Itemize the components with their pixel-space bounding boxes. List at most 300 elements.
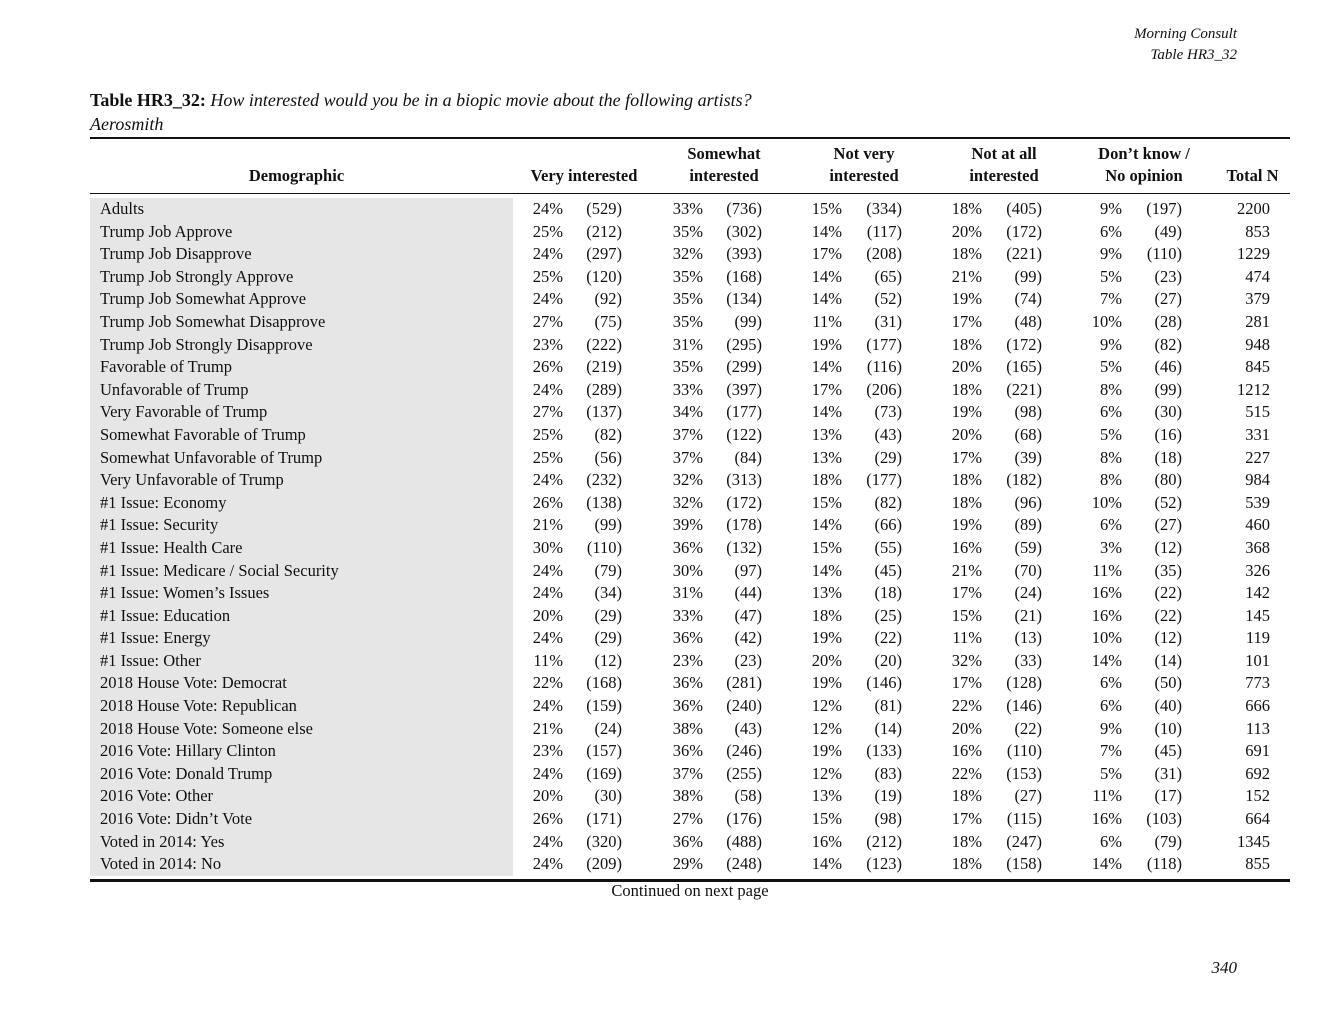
cell-percent: 15% <box>811 537 842 557</box>
cell-count: (171) <box>586 809 622 829</box>
table-row <box>90 763 1290 786</box>
cell-percent: 19% <box>811 628 842 648</box>
table-row <box>90 537 1290 560</box>
table-row <box>90 718 1290 741</box>
cell-percent: 8% <box>1100 379 1122 399</box>
table-row <box>90 740 1290 763</box>
cell-count: (22) <box>1014 718 1042 738</box>
cell-percent: 14% <box>1091 650 1122 670</box>
cell-percent: 24% <box>532 763 563 783</box>
cell-percent: 19% <box>951 515 982 535</box>
row-demographic: 2016 Vote: Hillary Clinton <box>100 741 276 761</box>
cell-percent: 20% <box>811 650 842 670</box>
org-name: Morning Consult <box>1134 26 1237 42</box>
cell-percent: 9% <box>1100 334 1122 354</box>
cell-count: (70) <box>1014 560 1042 580</box>
cell-count: (43) <box>734 718 762 738</box>
cell-percent: 14% <box>811 221 842 241</box>
table-subject: Aerosmith <box>90 114 164 134</box>
cell-count: (59) <box>1014 537 1042 557</box>
cell-count: (83) <box>874 763 902 783</box>
cell-percent: 20% <box>951 221 982 241</box>
cell-count: (98) <box>1014 402 1042 422</box>
cell-percent: 8% <box>1100 470 1122 490</box>
cell-percent: 19% <box>951 402 982 422</box>
cell-count: (74) <box>1014 289 1042 309</box>
cell-count: (120) <box>586 266 622 286</box>
cell-percent: 18% <box>951 470 982 490</box>
cell-percent: 20% <box>951 424 982 444</box>
cell-count: (31) <box>1154 763 1182 783</box>
cell-percent: 20% <box>532 605 563 625</box>
cell-percent: 13% <box>811 447 842 467</box>
row-demographic: 2016 Vote: Didn’t Vote <box>100 809 253 829</box>
table-row <box>90 356 1290 379</box>
cell-percent: 9% <box>1100 244 1122 264</box>
cell-count: (110) <box>1146 244 1182 264</box>
page-header <box>1134 24 1237 66</box>
cell-total-n: 664 <box>1245 809 1270 829</box>
cell-count: (22) <box>1154 583 1182 603</box>
cell-percent: 10% <box>1091 628 1122 648</box>
table-row <box>90 695 1290 718</box>
table-row <box>90 221 1290 244</box>
cell-count: (42) <box>734 628 762 648</box>
cell-total-n: 692 <box>1245 763 1270 783</box>
cell-total-n: 948 <box>1245 334 1270 354</box>
cell-percent: 38% <box>672 786 703 806</box>
cell-total-n: 460 <box>1245 515 1270 535</box>
cell-count: (206) <box>866 379 902 399</box>
cell-count: (232) <box>586 470 622 490</box>
cell-percent: 17% <box>951 673 982 693</box>
cell-count: (82) <box>594 424 622 444</box>
cell-count: (208) <box>866 244 902 264</box>
table-row <box>90 401 1290 424</box>
cell-percent: 19% <box>811 334 842 354</box>
cell-percent: 10% <box>1091 492 1122 512</box>
cell-percent: 6% <box>1100 696 1122 716</box>
cell-count: (45) <box>1154 741 1182 761</box>
cell-total-n: 1212 <box>1237 379 1270 399</box>
row-demographic: #1 Issue: Energy <box>100 628 211 648</box>
cell-percent: 27% <box>532 402 563 422</box>
cell-count: (81) <box>874 696 902 716</box>
cell-percent: 21% <box>951 266 982 286</box>
cell-count: (297) <box>586 244 622 264</box>
cell-count: (66) <box>874 515 902 535</box>
table-row <box>90 266 1290 289</box>
cell-percent: 3% <box>1100 537 1122 557</box>
cell-count: (96) <box>1014 492 1042 512</box>
cell-percent: 38% <box>672 718 703 738</box>
cell-percent: 14% <box>811 560 842 580</box>
cell-percent: 7% <box>1100 741 1122 761</box>
cell-percent: 14% <box>811 357 842 377</box>
cell-total-n: 101 <box>1245 650 1270 670</box>
cell-percent: 32% <box>672 492 703 512</box>
cell-count: (122) <box>726 424 762 444</box>
cell-count: (209) <box>586 854 622 874</box>
cell-count: (110) <box>586 537 622 557</box>
cell-percent: 25% <box>532 424 563 444</box>
cell-count: (99) <box>734 311 762 331</box>
cell-total-n: 142 <box>1245 583 1270 603</box>
cell-count: (299) <box>726 357 762 377</box>
cell-count: (212) <box>586 221 622 241</box>
cell-count: (197) <box>1146 199 1182 218</box>
cell-count: (50) <box>1154 673 1182 693</box>
table-label: Table HR3_32: <box>90 90 206 110</box>
cell-percent: 36% <box>672 696 703 716</box>
cell-percent: 7% <box>1100 289 1122 309</box>
cell-count: (12) <box>1154 628 1182 648</box>
cell-percent: 21% <box>532 515 563 535</box>
cell-percent: 37% <box>672 447 703 467</box>
cell-percent: 24% <box>532 854 563 874</box>
cell-percent: 15% <box>811 809 842 829</box>
cell-count: (320) <box>586 831 622 851</box>
cell-count: (14) <box>874 718 902 738</box>
cell-count: (158) <box>1006 854 1042 874</box>
cell-percent: 24% <box>532 199 563 218</box>
cell-percent: 27% <box>672 809 703 829</box>
cell-count: (31) <box>874 311 902 331</box>
table-row <box>90 469 1290 492</box>
cell-percent: 19% <box>951 289 982 309</box>
row-demographic: #1 Issue: Health Care <box>100 537 243 557</box>
cell-percent: 13% <box>811 583 842 603</box>
cell-count: (17) <box>1154 786 1182 806</box>
cell-percent: 36% <box>672 628 703 648</box>
cell-percent: 35% <box>672 266 703 286</box>
cell-percent: 31% <box>672 334 703 354</box>
cell-count: (65) <box>874 266 902 286</box>
cell-percent: 23% <box>672 650 703 670</box>
cell-count: (30) <box>1154 402 1182 422</box>
cell-percent: 35% <box>672 357 703 377</box>
cell-count: (169) <box>586 763 622 783</box>
cell-percent: 14% <box>811 289 842 309</box>
cell-count: (405) <box>1006 199 1042 218</box>
cell-count: (137) <box>586 402 622 422</box>
cell-count: (99) <box>1014 266 1042 286</box>
cell-percent: 29% <box>672 854 703 874</box>
cell-percent: 18% <box>951 831 982 851</box>
cell-count: (219) <box>586 357 622 377</box>
cell-count: (736) <box>726 199 762 218</box>
table-row <box>90 311 1290 334</box>
cell-count: (56) <box>594 447 622 467</box>
row-demographic: Voted in 2014: No <box>100 854 222 874</box>
cell-percent: 26% <box>532 492 563 512</box>
row-demographic: #1 Issue: Security <box>100 515 219 535</box>
cell-count: (240) <box>726 696 762 716</box>
cell-percent: 18% <box>951 786 982 806</box>
cell-percent: 32% <box>672 244 703 264</box>
cell-count: (255) <box>726 763 762 783</box>
cell-percent: 30% <box>532 537 563 557</box>
table-title <box>90 88 752 136</box>
cell-total-n: 152 <box>1245 786 1270 806</box>
cell-count: (132) <box>726 537 762 557</box>
table-row <box>90 288 1290 311</box>
cell-percent: 5% <box>1100 424 1122 444</box>
cell-count: (178) <box>726 515 762 535</box>
cell-count: (222) <box>586 334 622 354</box>
cell-total-n: 281 <box>1245 311 1270 331</box>
cell-count: (29) <box>874 447 902 467</box>
cell-percent: 20% <box>951 357 982 377</box>
cell-count: (44) <box>734 583 762 603</box>
cell-count: (177) <box>866 470 902 490</box>
cell-percent: 15% <box>811 492 842 512</box>
cell-percent: 37% <box>672 424 703 444</box>
table-row <box>90 560 1290 583</box>
table-row <box>90 853 1290 876</box>
cell-percent: 26% <box>532 357 563 377</box>
cell-percent: 14% <box>811 266 842 286</box>
cell-percent: 31% <box>672 583 703 603</box>
cell-percent: 6% <box>1100 515 1122 535</box>
row-demographic: Very Favorable of Trump <box>100 402 268 422</box>
cell-count: (28) <box>1154 311 1182 331</box>
cell-count: (24) <box>594 718 622 738</box>
row-demographic: #1 Issue: Other <box>100 650 201 670</box>
cell-count: (19) <box>874 786 902 806</box>
cell-count: (12) <box>1154 537 1182 557</box>
col-header-somewhat-interested: Somewhat interested <box>687 144 761 185</box>
cell-percent: 18% <box>951 379 982 399</box>
cell-count: (123) <box>866 854 902 874</box>
cell-percent: 21% <box>951 560 982 580</box>
cell-count: (177) <box>726 402 762 422</box>
cell-percent: 11% <box>533 650 563 670</box>
cell-percent: 17% <box>811 379 842 399</box>
cell-count: (157) <box>586 741 622 761</box>
cell-percent: 36% <box>672 673 703 693</box>
cell-percent: 18% <box>811 605 842 625</box>
cell-percent: 16% <box>1091 605 1122 625</box>
cell-count: (39) <box>1014 447 1042 467</box>
row-demographic: Somewhat Unfavorable of Trump <box>100 447 323 467</box>
cell-count: (40) <box>1154 696 1182 716</box>
table-row <box>90 447 1290 470</box>
cell-total-n: 1345 <box>1237 831 1270 851</box>
cell-count: (73) <box>874 402 902 422</box>
cell-count: (99) <box>594 515 622 535</box>
cell-total-n: 119 <box>1245 628 1270 648</box>
cell-percent: 27% <box>532 311 563 331</box>
cell-percent: 11% <box>952 628 982 648</box>
row-demographic: Voted in 2014: Yes <box>100 831 225 851</box>
cell-percent: 39% <box>672 515 703 535</box>
cell-percent: 23% <box>532 741 563 761</box>
col-header-total-n: Total N <box>1226 166 1279 185</box>
row-demographic: 2016 Vote: Donald Trump <box>100 763 273 783</box>
cell-count: (92) <box>594 289 622 309</box>
cell-count: (21) <box>1014 605 1042 625</box>
cell-percent: 13% <box>811 786 842 806</box>
cell-percent: 33% <box>672 379 703 399</box>
cell-count: (159) <box>586 696 622 716</box>
continued-note: Continued on next page <box>611 881 769 900</box>
cell-count: (23) <box>734 650 762 670</box>
crosstab-table <box>90 137 1290 900</box>
cell-percent: 11% <box>812 311 842 331</box>
table-row <box>90 582 1290 605</box>
cell-percent: 5% <box>1100 763 1122 783</box>
row-demographic: #1 Issue: Economy <box>100 492 227 512</box>
cell-count: (27) <box>1154 515 1182 535</box>
cell-count: (45) <box>874 560 902 580</box>
cell-percent: 35% <box>672 311 703 331</box>
table-row <box>90 785 1290 808</box>
cell-percent: 22% <box>532 673 563 693</box>
cell-count: (12) <box>594 650 622 670</box>
col-header-not-very-interested: Not very interested <box>829 144 899 185</box>
cell-count: (25) <box>874 605 902 625</box>
cell-percent: 16% <box>951 537 982 557</box>
cell-count: (488) <box>726 831 762 851</box>
cell-count: (117) <box>866 221 902 241</box>
cell-percent: 35% <box>672 289 703 309</box>
cell-percent: 14% <box>1091 854 1122 874</box>
cell-percent: 6% <box>1100 221 1122 241</box>
cell-percent: 13% <box>811 424 842 444</box>
cell-percent: 17% <box>951 447 982 467</box>
cell-percent: 20% <box>951 718 982 738</box>
table-row <box>90 650 1290 673</box>
row-demographic: 2018 House Vote: Someone else <box>100 718 313 738</box>
cell-percent: 16% <box>1091 809 1122 829</box>
cell-percent: 6% <box>1100 673 1122 693</box>
cell-count: (134) <box>726 289 762 309</box>
row-demographic: Trump Job Somewhat Disapprove <box>100 311 326 331</box>
cell-percent: 12% <box>811 718 842 738</box>
row-demographic: Very Unfavorable of Trump <box>100 470 284 490</box>
row-demographic: 2018 House Vote: Republican <box>100 696 297 716</box>
table-row <box>90 808 1290 831</box>
cell-percent: 30% <box>672 560 703 580</box>
cell-count: (397) <box>726 379 762 399</box>
cell-count: (221) <box>1006 244 1042 264</box>
row-demographic: Trump Job Disapprove <box>100 244 252 264</box>
cell-percent: 14% <box>811 402 842 422</box>
table-row <box>90 514 1290 537</box>
cell-percent: 24% <box>532 244 563 264</box>
cell-count: (99) <box>1154 379 1182 399</box>
cell-count: (82) <box>1154 334 1182 354</box>
cell-percent: 9% <box>1100 199 1122 218</box>
cell-count: (247) <box>1006 831 1042 851</box>
cell-percent: 18% <box>951 854 982 874</box>
cell-percent: 6% <box>1100 831 1122 851</box>
cell-count: (80) <box>1154 470 1182 490</box>
cell-percent: 24% <box>532 696 563 716</box>
page-number: 340 <box>1211 958 1237 977</box>
cell-count: (168) <box>586 673 622 693</box>
cell-percent: 34% <box>672 402 703 422</box>
cell-total-n: 379 <box>1245 289 1270 309</box>
cell-count: (221) <box>1006 379 1042 399</box>
row-demographic: 2016 Vote: Other <box>100 786 214 806</box>
cell-percent: 17% <box>811 244 842 264</box>
cell-count: (212) <box>866 831 902 851</box>
cell-count: (33) <box>1014 650 1042 670</box>
cell-count: (116) <box>866 357 902 377</box>
cell-count: (529) <box>586 199 622 218</box>
table-row <box>90 379 1290 402</box>
cell-count: (281) <box>726 673 762 693</box>
cell-percent: 33% <box>672 199 703 218</box>
row-demographic: #1 Issue: Women’s Issues <box>100 583 270 603</box>
table-body <box>90 194 1290 879</box>
cell-count: (168) <box>726 266 762 286</box>
cell-percent: 17% <box>951 311 982 331</box>
cell-count: (20) <box>874 650 902 670</box>
cell-total-n: 474 <box>1245 266 1270 286</box>
cell-count: (46) <box>1154 357 1182 377</box>
cell-count: (133) <box>866 741 902 761</box>
cell-count: (393) <box>726 244 762 264</box>
cell-count: (47) <box>734 605 762 625</box>
cell-total-n: 227 <box>1245 447 1270 467</box>
cell-count: (29) <box>594 605 622 625</box>
cell-count: (146) <box>1006 696 1042 716</box>
cell-count: (79) <box>1154 831 1182 851</box>
table-row <box>90 672 1290 695</box>
cell-percent: 14% <box>811 854 842 874</box>
cell-count: (22) <box>874 628 902 648</box>
table-id: Table HR3_32 <box>1150 47 1237 63</box>
cell-count: (98) <box>874 809 902 829</box>
cell-percent: 17% <box>951 809 982 829</box>
cell-percent: 16% <box>811 831 842 851</box>
cell-count: (146) <box>866 673 902 693</box>
cell-count: (172) <box>726 492 762 512</box>
cell-count: (115) <box>1006 809 1042 829</box>
cell-percent: 35% <box>672 221 703 241</box>
cell-percent: 24% <box>532 379 563 399</box>
cell-percent: 19% <box>811 741 842 761</box>
cell-count: (334) <box>866 199 902 218</box>
cell-percent: 18% <box>951 334 982 354</box>
cell-total-n: 1229 <box>1237 244 1270 264</box>
cell-count: (84) <box>734 447 762 467</box>
cell-total-n: 666 <box>1245 696 1270 716</box>
cell-total-n: 2200 <box>1237 199 1270 218</box>
cell-percent: 14% <box>811 515 842 535</box>
cell-percent: 33% <box>672 605 703 625</box>
cell-count: (30) <box>594 786 622 806</box>
col-header-demographic: Demographic <box>248 166 345 185</box>
cell-percent: 21% <box>532 718 563 738</box>
table-row <box>90 198 1290 221</box>
cell-percent: 37% <box>672 763 703 783</box>
cell-percent: 24% <box>532 470 563 490</box>
row-demographic: #1 Issue: Medicare / Social Security <box>100 560 339 580</box>
table-row <box>90 492 1290 515</box>
cell-percent: 17% <box>951 583 982 603</box>
cell-count: (128) <box>1006 673 1042 693</box>
row-demographic: Trump Job Strongly Approve <box>100 266 294 286</box>
cell-count: (22) <box>1154 605 1182 625</box>
cell-percent: 20% <box>532 786 563 806</box>
table-row <box>90 627 1290 650</box>
cell-count: (79) <box>594 560 622 580</box>
cell-count: (313) <box>726 470 762 490</box>
